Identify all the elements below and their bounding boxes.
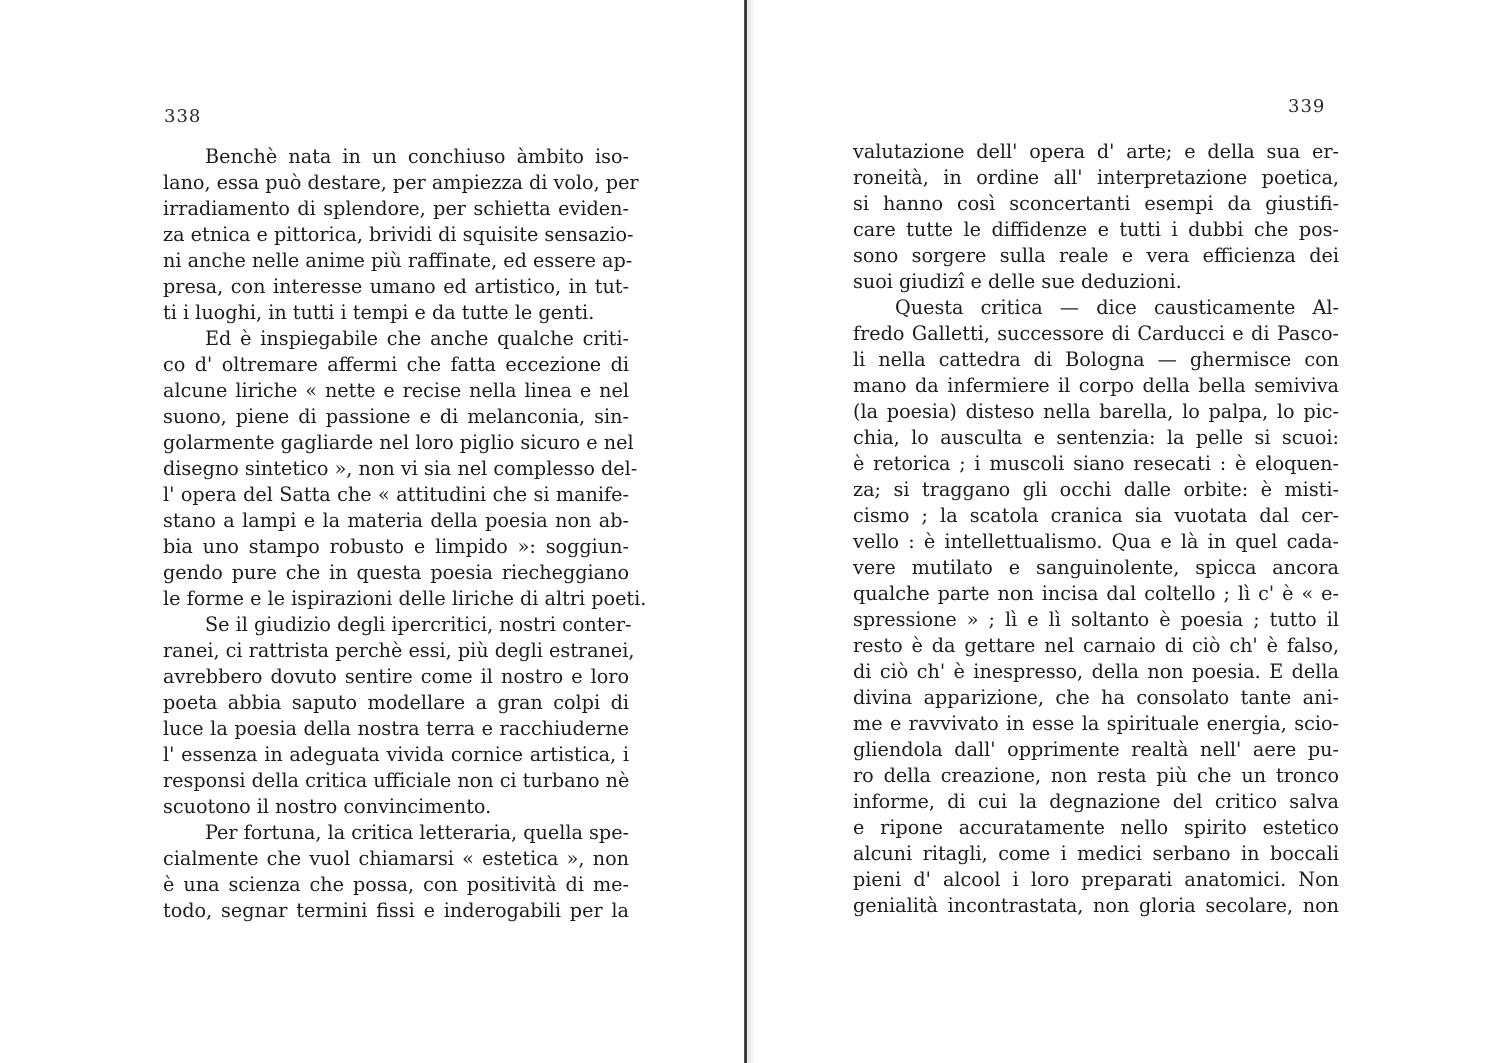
text-line: ni anche nelle anime più raffinate, ed essere ap- (163, 249, 633, 272)
text-line: gendo pure che in questa poesia riecheggiano (163, 561, 629, 584)
paragraph (163, 144, 639, 326)
text-line: Per fortuna, la critica letteraria, quella spe- (205, 821, 630, 844)
text-line: l' essenza in adeguata vivida cornice artistica, i (163, 743, 629, 766)
text-line: za etnica e pittorica, brividi di squisite sensazio- (163, 223, 634, 246)
text-line: todo, segnar termini fissi e inderogabili per la (163, 899, 629, 922)
text-line: cialmente che vuol chiamarsi « estetica », non (163, 847, 629, 870)
text-line: valutazione dell' opera d' arte; e della sua er- (853, 140, 1339, 163)
text-line: gliendola dall' opprimente realtà nell' aere pu- (853, 738, 1339, 761)
text-line: li nella cattedra di Bologna — ghermisce con (853, 348, 1339, 371)
text-line: è una scienza che possa, con positività di me- (163, 873, 629, 896)
text-line: divina apparizione, che ha consolato tante ani- (853, 686, 1339, 709)
text-line: care tutte le diffidenze e tutti i dubbi che pos- (853, 218, 1339, 241)
text-line: co d' oltremare affermi che fatta eccezione di (163, 353, 629, 376)
paragraph (163, 326, 647, 612)
text-line: informe, di cui la degnazione del critico salva (853, 790, 1339, 813)
paragraph (853, 139, 1339, 295)
text-column (853, 139, 1339, 919)
right-page (748, 0, 1500, 1063)
left-page (0, 0, 745, 1063)
text-line: alcune liriche « nette e recise nella linea e nel (163, 379, 629, 402)
paragraph (163, 820, 629, 924)
text-line: vere mutilato e sanguinolente, spicca ancora (853, 556, 1339, 579)
paragraph (853, 295, 1339, 919)
text-line: mano da infermiere il corpo della bella semiviva (853, 374, 1339, 397)
text-line: vello : è intellettualismo. Qua e là in quel cada- (853, 530, 1339, 553)
text-line: Benchè nata in un conchiuso àmbito iso- (205, 145, 629, 168)
text-line: ranei, ci rattrista perchè essi, più degli estranei, (163, 639, 635, 662)
text-line: suoi giudizî e delle sue deduzioni. (853, 270, 1182, 293)
text-line: disegno sintetico », non vi sia nel complesso del- (163, 457, 638, 480)
text-line: ti i luoghi, in tutti i tempi e da tutte le genti. (163, 301, 595, 324)
text-line: è retorica ; i muscoli siano resecati : è eloquen- (853, 452, 1339, 475)
text-line: roneità, in ordine all' interpretazione poetica, (853, 166, 1339, 189)
text-line: resto è da gettare nel carnaio di ciò ch' è falso, (853, 634, 1339, 657)
text-line: qualche parte non incisa dal coltello ; lì c' è « e- (853, 582, 1339, 605)
text-line: me e ravvivato in esse la spirituale energia, scio- (853, 712, 1339, 735)
text-line: Questa critica — dice causticamente Al- (895, 296, 1339, 319)
text-line: responsi della critica ufficiale non ci turbano nè (163, 769, 630, 792)
text-line: le forme e le ispirazioni delle liriche di altri poeti. (163, 587, 647, 610)
text-line: golarmente gagliarde nel loro piglio sicuro e nel (163, 431, 634, 454)
text-line: l' opera del Satta che « attitudini che si manife- (163, 483, 629, 506)
text-line: lano, essa può destare, per ampiezza di volo, per (163, 171, 639, 194)
text-line: spressione » ; lì e lì soltanto è poesia ; tutto il (853, 608, 1339, 631)
text-line: Ed è inspiegabile che anche qualche criti- (205, 327, 629, 350)
text-column (163, 144, 647, 924)
text-line: Se il giudizio degli ipercritici, nostri conter- (205, 613, 632, 636)
text-line: cismo ; la scatola cranica sia vuotata dal cer- (853, 504, 1339, 527)
text-line: luce la poesia della nostra terra e racchiuderne (163, 717, 629, 740)
text-line: presa, con interesse umano ed artistico, in tut- (163, 275, 629, 298)
text-line: e ripone accuratamente nello spirito estetico (853, 816, 1339, 839)
text-line: pieni d' alcool i loro preparati anatomici. Non (853, 868, 1339, 891)
text-line: sono sorgere sulla reale e vera efficienza dei (853, 244, 1339, 267)
text-line: genialità incontrastata, non gloria secolare, non (853, 894, 1339, 917)
text-line: fredo Galletti, successore di Carducci e di Pasco- (853, 322, 1339, 345)
text-line: si hanno così sconcertanti esempi da giustifi- (853, 192, 1339, 215)
page-number: 339 (1288, 96, 1326, 117)
text-line: suono, piene di passione e di melanconia, sin- (163, 405, 629, 428)
paragraph (163, 612, 635, 820)
page-number: 338 (164, 106, 202, 127)
text-line: alcuni ritagli, come i medici serbano in boccali (853, 842, 1339, 865)
text-line: (la poesia) disteso nella barella, lo palpa, lo pic- (853, 400, 1339, 423)
text-line: stano a lampi e la materia della poesia non ab- (163, 509, 629, 532)
text-line: poeta abbia saputo modellare a gran colpi di (163, 691, 629, 714)
text-line: scuotono il nostro convincimento. (163, 795, 492, 818)
text-line: ro della creazione, non resta più che un tronco (853, 764, 1339, 787)
text-line: bia uno stampo robusto e limpido »: soggiun- (163, 535, 629, 558)
text-line: di ciò ch' è inespresso, della non poesia. E della (853, 660, 1339, 683)
text-line: irradiamento di splendore, per schietta eviden- (163, 197, 629, 220)
text-line: chia, lo ausculta e sentenzia: la pelle si scuoi: (853, 426, 1339, 449)
text-line: avrebbero dovuto sentire come il nostro e loro (163, 665, 629, 688)
text-line: za; si traggano gli occhi dalle orbite: è misti- (853, 478, 1339, 501)
